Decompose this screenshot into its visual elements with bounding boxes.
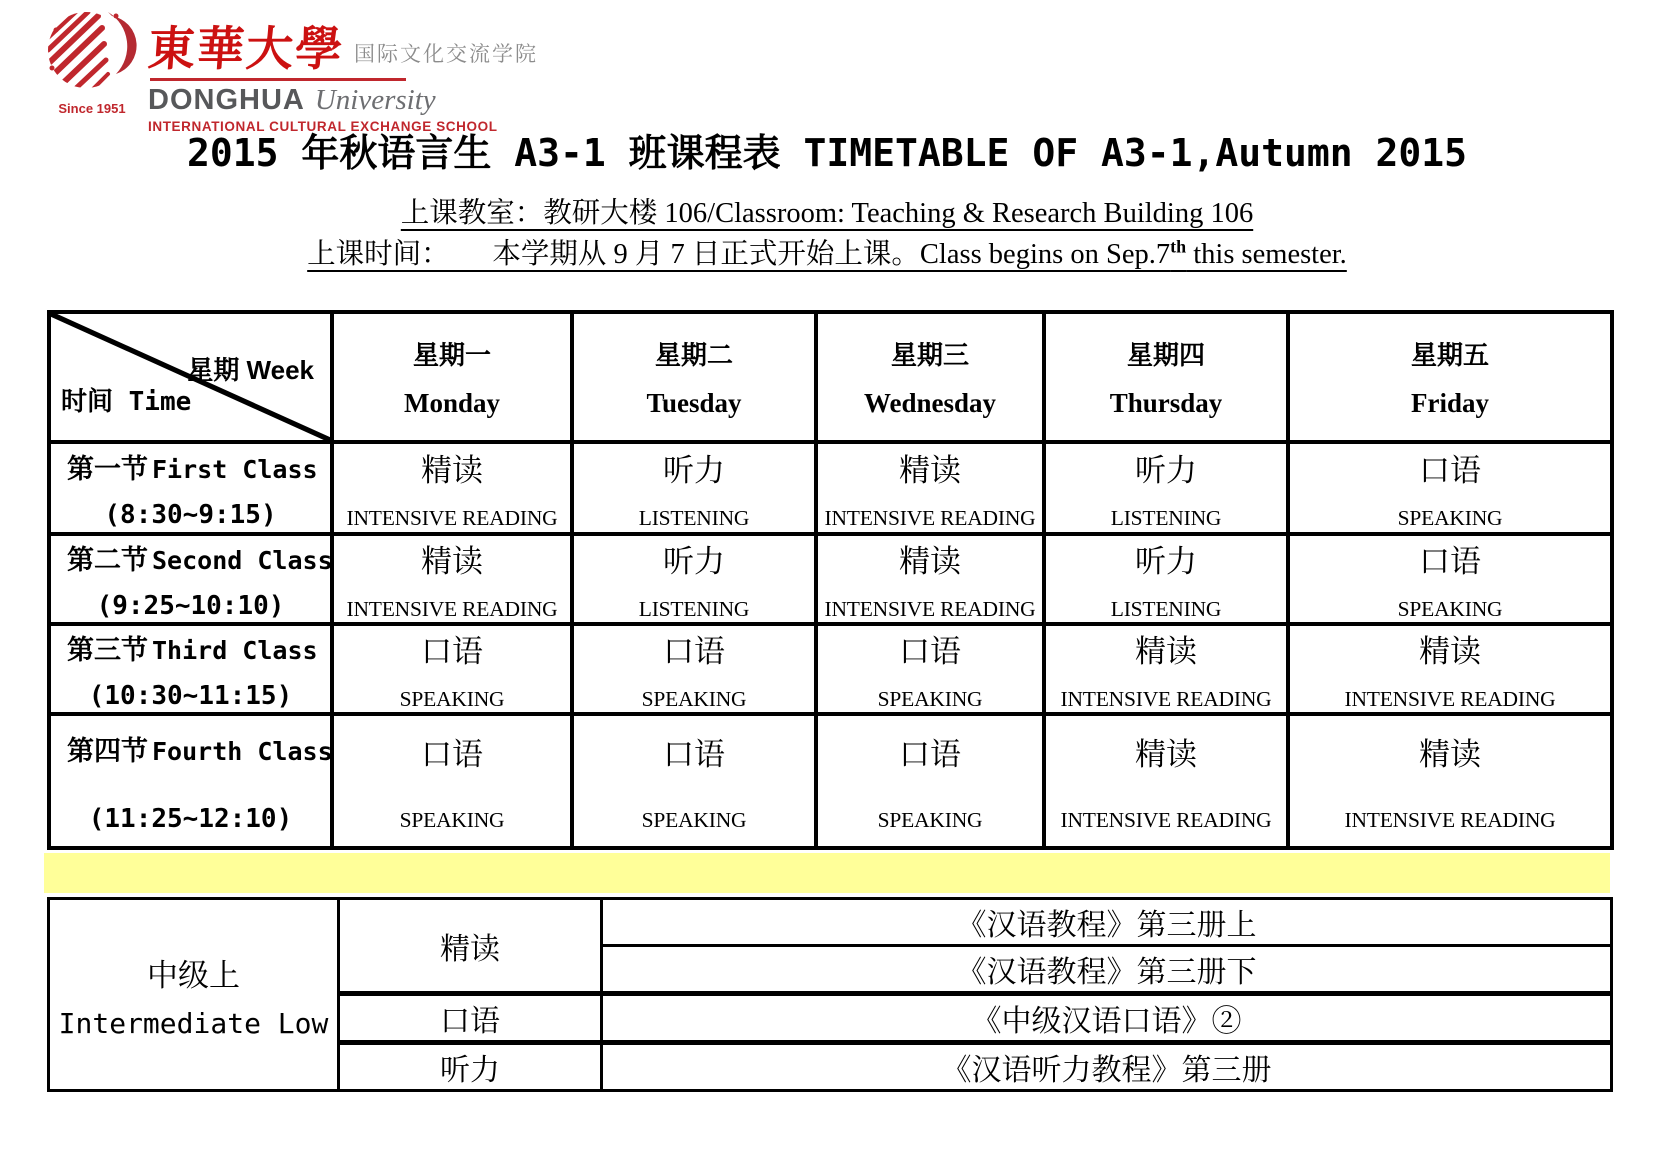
timetable — [47, 310, 1614, 850]
classroom-note: 上课教室：教研大楼 106/Classroom: Teaching & Research Building 106 — [400, 198, 1254, 229]
subject-cell: 精读 INTENSIVE READING — [332, 442, 572, 534]
subject-cell: 口语 SPEAKING — [816, 624, 1044, 714]
corner-cell — [49, 312, 332, 442]
university-word: University — [314, 84, 436, 116]
subject-cell: 精读 INTENSIVE READING — [332, 534, 572, 624]
subject-cell: 口语 SPEAKING — [572, 714, 816, 848]
subject-cell: 口语 SPEAKING — [1288, 442, 1612, 534]
second-class-row — [49, 534, 1612, 624]
day-header-thursday: 星期四 Thursday — [1044, 312, 1288, 442]
subject-cell: 精读 INTENSIVE READING — [816, 534, 1044, 624]
row-label-third-class: 第三节 Third Class (10:30~11:15) — [49, 624, 332, 714]
subject-cell: 听力 LISTENING — [1044, 534, 1288, 624]
day-header-wednesday: 星期三 Wednesday — [816, 312, 1044, 442]
subject-cell: 听力 LISTENING — [1044, 442, 1288, 534]
row-label-fourth-class: 第四节 Fourth Class (11:25~12:10) — [49, 714, 332, 848]
book-title: 《汉语教程》第三册下 — [602, 946, 1612, 994]
subject-cell: 听力 LISTENING — [572, 534, 816, 624]
school-name-english: INTERNATIONAL CULTURAL EXCHANGE SCHOOL — [148, 119, 498, 134]
university-seal-icon — [46, 81, 138, 98]
subject-cell: 精读 INTENSIVE READING — [1044, 714, 1288, 848]
page-title: 2015 年秋语言生 A3-1 班课程表 TIMETABLE OF A3-1,Autumn 2015 — [187, 131, 1467, 175]
fourth-class-row — [49, 714, 1612, 848]
subject-cell: 口语 SPEAKING — [572, 624, 816, 714]
subject-listening: 听力 — [339, 1043, 602, 1091]
logo-divider — [150, 78, 406, 81]
highlight-band — [44, 853, 1610, 893]
book-title: 《汉语教程》第三册上 — [602, 899, 1612, 946]
subject-cell: 精读 INTENSIVE READING — [1288, 714, 1612, 848]
subject-speaking: 口语 — [339, 994, 602, 1043]
schedule-note: 上课时间： 本学期从 9 月 7 日正式开始上课。Class begins on Sep.7th this semester. — [307, 236, 1347, 270]
subject-cell: 听力 LISTENING — [572, 442, 816, 534]
subject-cell: 口语 SPEAKING — [332, 624, 572, 714]
subject-cell: 精读 INTENSIVE READING — [816, 442, 1044, 534]
third-class-row — [49, 624, 1612, 714]
textbook-table — [47, 897, 1613, 1092]
level-cell: 中级上 Intermediate Low — [49, 899, 339, 1091]
subject-cell: 精读 INTENSIVE READING — [1044, 624, 1288, 714]
subject-intensive-reading: 精读 — [339, 899, 602, 994]
week-label: 星期 Week — [187, 355, 314, 385]
book-title: 《中级汉语口语》② — [602, 994, 1612, 1043]
since-1951-label: Since 1951 — [58, 101, 126, 116]
book-title: 《汉语听力教程》第三册 — [602, 1043, 1612, 1091]
day-header-monday: 星期一 Monday — [332, 312, 572, 442]
first-class-row — [49, 442, 1612, 534]
row-label-first-class: 第一节 First Class (8:30~9:15) — [49, 442, 332, 534]
university-logo — [42, 8, 538, 134]
subject-cell: 精读 INTENSIVE READING — [1288, 624, 1612, 714]
subject-cell: 口语 SPEAKING — [816, 714, 1044, 848]
day-header-tuesday: 星期二 Tuesday — [572, 312, 816, 442]
school-name-chinese: 国际文化交流学院 — [354, 43, 538, 66]
day-header-friday: 星期五 Friday — [1288, 312, 1612, 442]
university-name-calligraphy: 東華大學 — [146, 24, 346, 76]
time-label: 时间 Time — [61, 387, 192, 417]
row-label-second-class: 第二节 Second Class (9:25~10:10) — [49, 534, 332, 624]
subject-cell: 口语 SPEAKING — [1288, 534, 1612, 624]
subject-cell: 口语 SPEAKING — [332, 714, 572, 848]
university-name-english: DONGHUA — [148, 84, 305, 116]
